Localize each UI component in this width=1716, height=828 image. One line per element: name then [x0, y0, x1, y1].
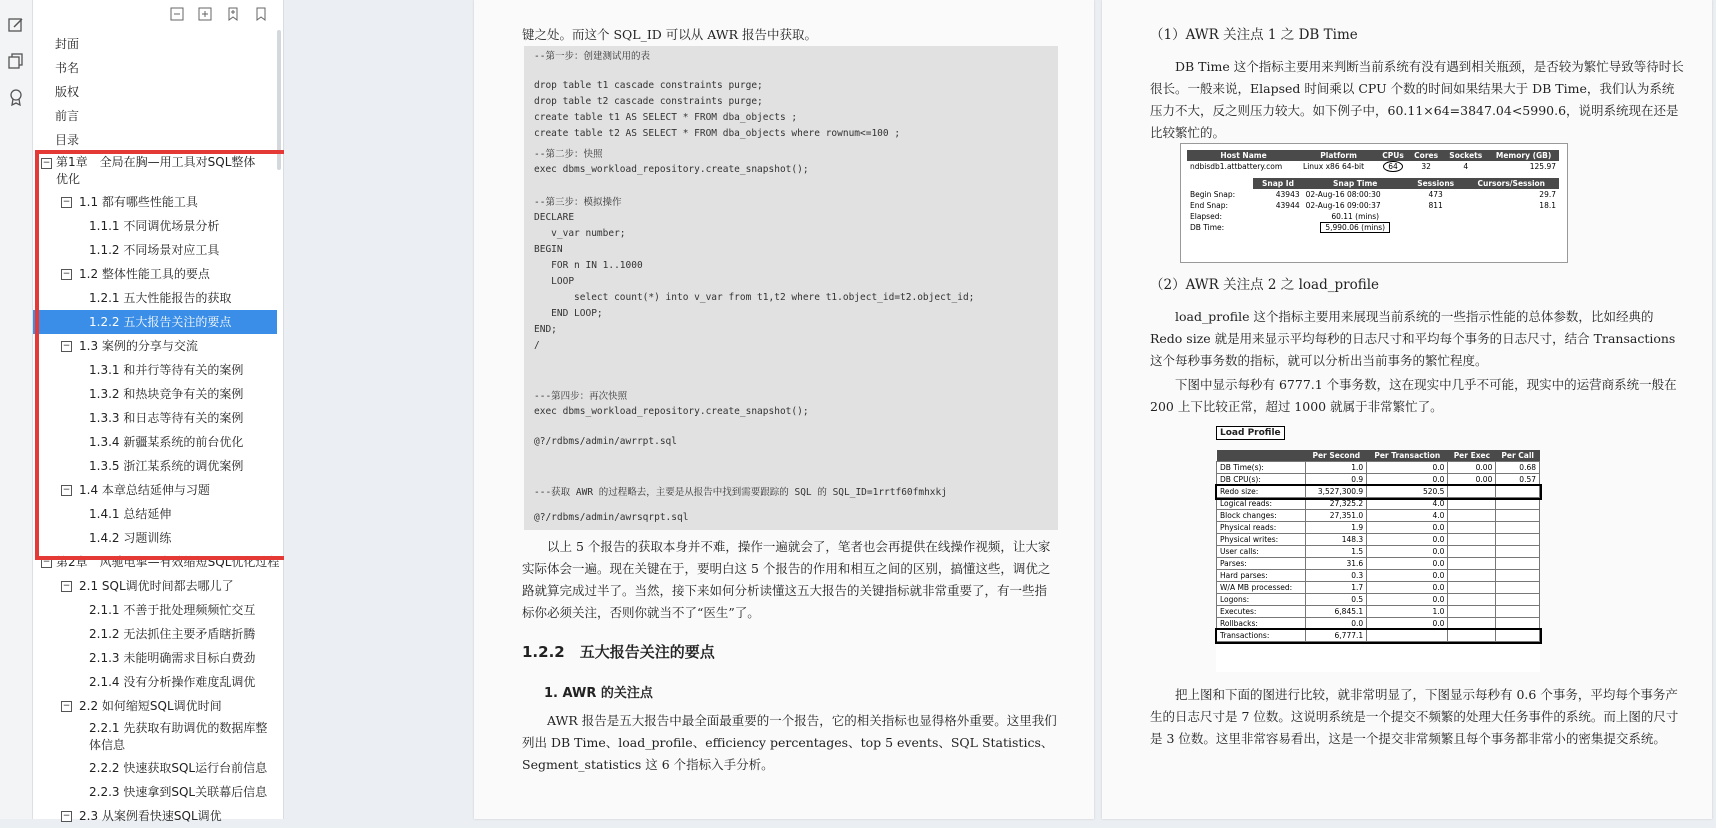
toc-section[interactable]: − 2.2 如何缩短SQL调优时间 — [62, 699, 222, 713]
fig-header: CPUs — [1377, 150, 1409, 161]
lp-cell — [1448, 522, 1496, 534]
table-row — [1217, 474, 1540, 486]
point-heading: （1）AWR 关注点 1 之 DB Time — [1150, 27, 1358, 43]
table-row — [1217, 582, 1540, 594]
lp-cell: 520.5 — [1367, 486, 1448, 498]
fig-cell: DB Time: — [1190, 223, 1225, 232]
lp-cell: 0.3 — [1306, 570, 1367, 582]
code-line: --第三步：模拟操作 — [534, 197, 622, 208]
collapse-toggle-icon[interactable]: − — [62, 197, 71, 207]
lp-cell: 31.6 — [1306, 558, 1367, 570]
table-row — [1217, 462, 1540, 474]
fig-cell: Linux x86 64-bit — [1303, 162, 1365, 171]
paragraph: AWR 报告是五大报告中最全面最重要的一个报告，它的相关指标也显得格外重要。这里我们列出 DB Time、load_profile、efficiency percentages、top 5 events、SQL Statistics、Segment_statistics 这 6 个指标入手分析。 — [522, 713, 1057, 772]
table-row — [1217, 522, 1540, 534]
point-heading: （2）AWR 关注点 2 之 load_profile — [1150, 277, 1380, 293]
code-line: END LOOP; — [534, 308, 603, 319]
copy-icon[interactable] — [5, 50, 27, 72]
collapse-toggle-icon[interactable]: − — [62, 485, 71, 495]
right-page — [1102, 0, 1712, 819]
lp-cell — [1448, 498, 1496, 510]
collapse-toggle-icon[interactable]: − — [62, 701, 71, 711]
toc-subsection[interactable]: 2.2.2 快速获取SQL运行台前信息 — [89, 761, 268, 775]
lp-cell — [1367, 630, 1448, 642]
paragraph: 以上 5 个报告的获取本身并不难，操作一遍就会了，笔者也会再提供在线操作视频，让大家实际体会一遍。现在关键在于，要明白这 5 个报告的作用和相互之间的区别，搞懂这些，调优之路就算完成过半了。当然，接下来如何分析读懂这五大报告的关键指标就非常重要了，有一些指标你必须关注，否则你就当不了“医生”了。 — [522, 539, 1051, 620]
toc-subsection[interactable]: 1.3.5 浙江某系统的调优案例 — [89, 459, 244, 473]
bookmark-icon[interactable] — [253, 6, 269, 22]
lp-cell: 0.5 — [1306, 594, 1367, 606]
fig-header: Cursors/Session — [1464, 178, 1559, 189]
paragraph: DB Time 这个指标主要用来判断当前系统有没有遇到相关瓶颈，是否较为繁忙导致等待时长很长。一般来说，Elapsed 时间乘以 CPU 个数的时间如果结果大于 DB Time，我们认为系统压力不大，反之则压力较大。如下例子中，60.11×64=3847.04<5990.6，说明系统现在还是比较繁忙的。 — [1150, 59, 1684, 140]
code-line: FOR n IN 1..1000 — [534, 260, 643, 271]
fig-header: Platform — [1300, 150, 1377, 161]
lp-cell: Parses: — [1217, 558, 1306, 570]
document-view[interactable] — [284, 0, 1716, 819]
lp-cell: Transactions: — [1217, 630, 1306, 642]
code-line: BEGIN — [534, 244, 563, 255]
code-line: --第一步：创建测试用的表 — [534, 51, 650, 62]
lp-cell — [1496, 606, 1540, 618]
lp-cell — [1496, 594, 1540, 606]
fig-header: Snap Time — [1303, 178, 1408, 189]
lp-cell — [1448, 558, 1496, 570]
fig-cell-circled: 64 — [1383, 161, 1403, 172]
paragraph: load_profile 这个指标主要用来展现当前系统的一些指示性能的总体参数，比如经典的 Redo size 就是用来显示平均每秒的日志尺寸和平均每个事务的日志尺寸，结合 Transactions 这个每秒事务数的指标，就可以分析出当前事务的繁忙程度。 — [1150, 309, 1676, 368]
toc-subsection[interactable]: 1.1.1 不同调优场景分析 — [89, 219, 220, 233]
table-row-boxed — [1217, 486, 1540, 498]
fig-cell: 60.11 (mins) — [1331, 212, 1380, 221]
fig-cell: ndbisdb1.attbattery.com — [1190, 162, 1283, 171]
table-row — [1217, 594, 1540, 606]
lp-cell: User calls: — [1217, 546, 1306, 558]
toc-subsection[interactable]: 1.3.2 和热块竞争有关的案例 — [89, 387, 244, 401]
lp-cell — [1496, 546, 1540, 558]
fig-cell: 43943 — [1275, 190, 1300, 199]
toc-section[interactable]: − 1.4 本章总结延伸与习题 — [62, 483, 210, 497]
fig-cell: 4 — [1463, 162, 1469, 171]
bookmark-ribbon-icon[interactable] — [5, 86, 27, 108]
toc-subsection[interactable]: 2.1.4 没有分析操作难度乱调优 — [89, 675, 256, 689]
lp-cell: Rollbacks: — [1217, 618, 1306, 630]
code-line: drop table t1 cascade constraints purge; — [534, 80, 763, 91]
lp-cell — [1496, 498, 1540, 510]
code-line: exec dbms_workload_repository.create_snapshot(); — [534, 164, 809, 175]
collapse-toggle-icon[interactable]: − — [62, 269, 71, 279]
lp-cell — [1496, 534, 1540, 546]
code-line: ---第四步：再次快照 — [534, 391, 628, 402]
code-line: END; — [534, 324, 557, 335]
fig-cell — [1253, 222, 1302, 233]
code-line: select count(*) into v_var from t1,t2 where t1.object_id=t2.object_id; — [534, 292, 975, 303]
toc-section[interactable]: − 1.1 都有哪些性能工具 — [62, 195, 198, 209]
toc-item[interactable]: 目录 — [55, 133, 80, 147]
fig-cell: 02-Aug-16 08:00:30 — [1305, 190, 1381, 199]
collapse-toggle-icon[interactable]: − — [42, 557, 51, 567]
lp-cell: Block changes: — [1217, 510, 1306, 522]
lp-cell — [1496, 486, 1540, 498]
toc-section[interactable]: − 2.1 SQL调优时间都去哪儿了 — [62, 579, 234, 593]
toc-subsection[interactable]: 1.3.4 新疆某系统的前台优化 — [89, 435, 244, 449]
lp-cell: Executes: — [1217, 606, 1306, 618]
toc-subsection[interactable]: 1.3.3 和日志等待有关的案例 — [89, 411, 244, 425]
lp-cell: 0.0 — [1367, 462, 1448, 474]
lp-cell: Redo size: — [1217, 486, 1306, 498]
table-row — [1217, 570, 1540, 582]
collapse-toggle-icon[interactable]: − — [62, 581, 71, 591]
lp-cell: 0.9 — [1306, 474, 1367, 486]
load-profile-title: Load Profile — [1216, 426, 1285, 440]
fig-cell — [1187, 178, 1253, 189]
lp-cell: 3,527,300.9 — [1306, 486, 1367, 498]
table-row — [1217, 618, 1540, 630]
subsection-heading: 1. AWR 的关注点 — [544, 686, 653, 701]
toc-section[interactable]: − 2.3 从案例看快速SQL调优 — [62, 809, 222, 823]
fig-cell: End Snap: — [1190, 201, 1229, 210]
lp-cell: Physical writes: — [1217, 534, 1306, 546]
toc-subsection[interactable]: 2.1.1 不善于批处理频频忙交互 — [89, 603, 256, 617]
fig-header: Sockets — [1443, 150, 1488, 161]
toc-section[interactable]: − 1.3 案例的分享与交流 — [62, 339, 198, 353]
lp-header: Per Second — [1306, 450, 1367, 462]
lp-cell: 0.0 — [1367, 558, 1448, 570]
collapse-all-icon[interactable] — [169, 6, 185, 22]
load-profile-figure — [1216, 450, 1540, 672]
code-line: v_var number; — [534, 228, 626, 239]
toc-chapter[interactable]: − 第1章 全局在胸—用工具对SQL整体优化 — [42, 155, 256, 186]
toc-chapter[interactable]: − 第2章 风驰电掣—有效缩短SQL优化过程 — [42, 555, 280, 569]
lp-cell: W/A MB processed: — [1217, 582, 1306, 594]
lp-cell: DB Time(s): — [1217, 462, 1306, 474]
code-line: create table t2 AS SELECT * FROM dba_objects where rownum<=100 ; — [534, 128, 901, 139]
side-rail — [0, 0, 33, 819]
lp-cell: Hard parses: — [1217, 570, 1306, 582]
fig-header: Cores — [1409, 150, 1443, 161]
code-line: exec dbms_workload_repository.create_snapshot(); — [534, 406, 809, 417]
lp-cell: 1.0 — [1306, 462, 1367, 474]
lp-header: Per Call — [1496, 450, 1540, 462]
fig-cell-boxed: 5,990.06 (mins) — [1320, 222, 1390, 233]
table-row-boxed — [1217, 630, 1540, 642]
lp-cell: 0.0 — [1367, 570, 1448, 582]
outline-scrollbar[interactable] — [277, 30, 281, 170]
fig-cell: 18.1 — [1539, 201, 1556, 210]
lp-cell — [1448, 582, 1496, 594]
toc-subsection[interactable]: 1.2.1 五大性能报告的获取 — [89, 291, 232, 305]
lp-cell: 0.0 — [1367, 582, 1448, 594]
fig-header: Sessions — [1408, 178, 1464, 189]
lp-cell: 0.00 — [1448, 462, 1496, 474]
code-line: @?/rdbms/admin/awrsqrpt.sql — [534, 512, 689, 523]
fig-cell — [1464, 211, 1559, 222]
toc-subsection[interactable]: 1.1.2 不同场景对应工具 — [89, 243, 220, 257]
lp-cell — [1448, 534, 1496, 546]
lp-cell: 0.68 — [1496, 462, 1540, 474]
fig-cell — [1408, 211, 1464, 222]
lp-cell — [1496, 582, 1540, 594]
fig-cell: 02-Aug-16 09:00:37 — [1305, 201, 1381, 210]
lp-cell — [1496, 510, 1540, 522]
left-page — [474, 0, 1094, 819]
paragraph: 下图中显示每秒有 6777.1 个事务数，这在现实中几乎不可能，现实中的运营商系统一般在 200 上下比较正常，超过 1000 就属于非常繁忙了。 — [1150, 377, 1677, 414]
code-line: create table t1 AS SELECT * FROM dba_objects ; — [534, 112, 798, 123]
table-row — [1217, 510, 1540, 522]
toc-subsection-selected[interactable]: 1.2.2 五大报告关注的要点 — [33, 310, 277, 334]
code-line: --第二步：快照 — [534, 149, 603, 160]
fig-header: Memory (GB) — [1488, 150, 1559, 161]
table-row — [1217, 498, 1540, 510]
fig-cell: 32 — [1421, 162, 1431, 171]
lp-cell — [1448, 594, 1496, 606]
intro-text: 键之处。而这个 SQL_ID 可以从 AWR 报告中获取。 — [522, 27, 817, 42]
lp-cell: 1.0 — [1367, 606, 1448, 618]
toc-subsection[interactable]: 1.4.2 习题训练 — [89, 531, 172, 545]
lp-cell — [1448, 546, 1496, 558]
lp-cell — [1448, 486, 1496, 498]
code-block — [524, 46, 1058, 530]
collapse-toggle-icon[interactable]: − — [62, 811, 71, 821]
lp-cell — [1448, 630, 1496, 642]
outline-toolbar — [33, 0, 283, 28]
lp-header: Per Transaction — [1367, 450, 1448, 462]
lp-cell: 4.0 — [1367, 510, 1448, 522]
lp-cell — [1448, 510, 1496, 522]
paragraph: 把上图和下面的图进行比较，就非常明显了，下图显示每秒有 0.6 个事务，平均每个事务产生的日志尺寸是 7 位数。这说明系统是一个提交不频繁的处理大任务事件的系统。而上图的尺寸是 3 位数。这里非常容易看出，这是一个提交非常频繁且每个事务都非常小的密集提交系统。 — [1150, 687, 1679, 746]
table-row — [1217, 534, 1540, 546]
lp-cell: 0.00 — [1448, 474, 1496, 486]
lp-cell: 6,777.1 — [1306, 630, 1367, 642]
code-line: LOOP — [534, 276, 575, 287]
lp-cell: Logons: — [1217, 594, 1306, 606]
lp-cell — [1496, 570, 1540, 582]
collapse-toggle-icon[interactable]: − — [42, 158, 51, 168]
toc-tree — [33, 32, 280, 828]
toc-subsection[interactable]: 2.2.1 先获取有助调优的数据库整体信息 — [89, 721, 268, 752]
fig-cell — [1253, 211, 1302, 222]
toc-item[interactable]: 书名 — [55, 61, 80, 75]
lp-cell: 0.0 — [1306, 618, 1367, 630]
lp-cell — [1448, 618, 1496, 630]
lp-cell: DB CPU(s): — [1217, 474, 1306, 486]
lp-cell — [1496, 630, 1540, 642]
lp-cell: 4.0 — [1367, 498, 1448, 510]
lp-cell — [1448, 570, 1496, 582]
fig-cell: Elapsed: — [1190, 212, 1222, 221]
collapse-toggle-icon[interactable]: − — [62, 341, 71, 351]
lp-cell: 0.57 — [1496, 474, 1540, 486]
edit-icon[interactable] — [5, 14, 27, 36]
add-bookmark-icon[interactable] — [225, 6, 241, 22]
fig-cell: 811 — [1428, 201, 1443, 210]
toc-subsection[interactable]: 1.4.1 总结延伸 — [89, 507, 172, 521]
toc-subsection[interactable]: 2.1.2 无法抓住主要矛盾瞎折腾 — [89, 627, 256, 641]
lp-header — [1217, 450, 1306, 462]
lp-cell: 0.0 — [1367, 474, 1448, 486]
lp-cell: 148.3 — [1306, 534, 1367, 546]
lp-cell: 27,325.2 — [1306, 498, 1367, 510]
table-row — [1217, 606, 1540, 618]
toc-section[interactable]: − 1.2 整体性能工具的要点 — [62, 267, 210, 281]
lp-cell: 1.9 — [1306, 522, 1367, 534]
lp-cell: 0.0 — [1367, 594, 1448, 606]
lp-cell: Physical reads: — [1217, 522, 1306, 534]
lp-cell: 6,845.1 — [1306, 606, 1367, 618]
lp-cell — [1496, 618, 1540, 630]
code-line: drop table t2 cascade constraints purge; — [534, 96, 763, 107]
lp-cell: 0.0 — [1367, 618, 1448, 630]
code-line: @?/rdbms/admin/awrrpt.sql — [534, 436, 677, 447]
lp-cell: 0.0 — [1367, 546, 1448, 558]
toc-subsection[interactable]: 1.3.1 和并行等待有关的案例 — [89, 363, 244, 377]
fig-cell: Begin Snap: — [1190, 190, 1236, 199]
lp-cell: 1.7 — [1306, 582, 1367, 594]
fig-cell: 43944 — [1275, 201, 1300, 210]
lp-cell — [1448, 606, 1496, 618]
fig-cell: 125.97 — [1529, 162, 1556, 171]
toc-subsection[interactable]: 2.2.3 快速拿到SQL关联幕后信息 — [89, 785, 268, 799]
lp-header: Per Exec — [1448, 450, 1496, 462]
fig-cell: 473 — [1428, 190, 1443, 199]
fig-cell — [1464, 222, 1559, 233]
code-line: / — [534, 340, 540, 351]
code-line: ---获取 AWR 的过程略去，主要是从报告中找到需要跟踪的 SQL 的 SQL_ID=1rrtf60fmhxkj — [534, 487, 947, 498]
toc-item[interactable]: 封面 — [55, 37, 80, 51]
lp-cell: 27,351.0 — [1306, 510, 1367, 522]
lp-cell: Logical reads: — [1217, 498, 1306, 510]
lp-cell: 1.5 — [1306, 546, 1367, 558]
code-line: DECLARE — [534, 212, 575, 223]
section-heading: 1.2.2 五大报告关注的要点 — [522, 643, 715, 661]
toc-item[interactable]: 版权 — [55, 85, 80, 99]
table-row — [1217, 546, 1540, 558]
toc-subsection[interactable]: 2.1.3 未能明确需求目标白费劲 — [89, 651, 256, 665]
fig-header: Host Name — [1187, 150, 1300, 161]
table-row — [1217, 558, 1540, 570]
fig-cell — [1408, 222, 1464, 233]
lp-cell: 0.0 — [1367, 522, 1448, 534]
lp-cell — [1496, 558, 1540, 570]
expand-all-icon[interactable] — [197, 6, 213, 22]
fig-header: Snap Id — [1253, 178, 1302, 189]
toc-item[interactable]: 前言 — [55, 109, 80, 123]
lp-cell — [1496, 522, 1540, 534]
load-profile-table — [1216, 450, 1540, 642]
fig-cell: 29.7 — [1539, 190, 1556, 199]
dbtime-figure — [1180, 143, 1568, 263]
lp-cell: 0.0 — [1367, 534, 1448, 546]
